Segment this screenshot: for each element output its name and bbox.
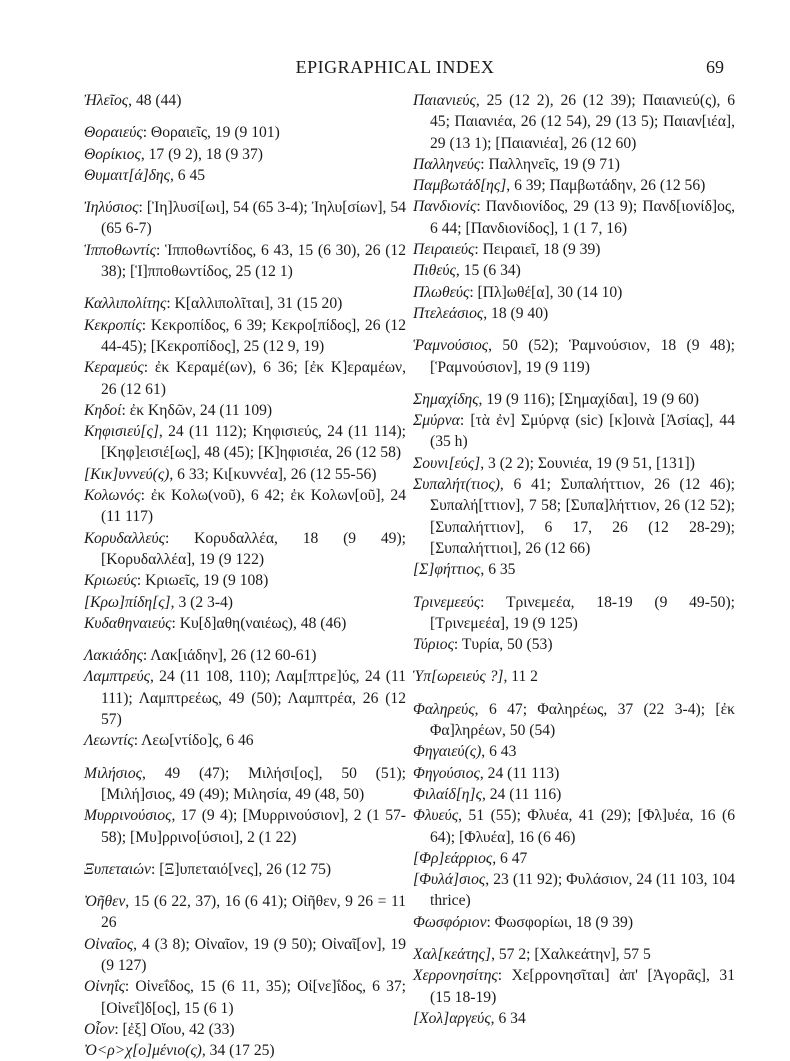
left-column — [84, 90, 406, 1061]
index-entry — [84, 592, 406, 613]
entry-headword: Ἠλεῖος — [84, 92, 129, 109]
index-letter-group — [84, 645, 406, 751]
entry-references: , 6 34 — [490, 1009, 526, 1027]
index-entry — [413, 410, 735, 453]
entry-references: : Χε[ρρονησῖται] ἀπ' [Ἀγορᾶς], 31 (15 18-19) — [430, 967, 735, 1006]
entry-references: : Κριωεῖς, 19 (9 108) — [136, 572, 269, 590]
entry-headword: Πλωθεύς — [413, 283, 470, 301]
index-entry — [413, 239, 735, 260]
entry-headword: Κεκροπίς — [84, 316, 142, 334]
index-entry — [84, 90, 406, 111]
index-entry — [413, 965, 735, 1008]
entry-references: : Οἰνεΐδος, 15 (6 11, 35); Οἰ[νε]ΐδος, 6 37; [Οἰνεΐ]δ[ος], 15 (6 1) — [101, 978, 406, 1017]
entry-references: : Κορυδαλλέα, 18 (9 49); [Κορυδαλλέα], 19 (9 122) — [101, 529, 406, 568]
entry-headword: Τρινεμεεύς — [413, 593, 481, 611]
index-entry — [413, 559, 735, 580]
entry-references: : Πανδιονίδος, 29 (13 9); Πανδ[ιονίδ]ος, 6 44; [Πανδιονίδος], 1 (1 7, 16) — [430, 198, 735, 237]
entry-headword: Παμβωτάδ[ης] — [413, 177, 507, 195]
index-letter-group — [413, 335, 735, 378]
entry-headword: Φηγούσιος — [413, 764, 480, 782]
index-entry — [84, 315, 406, 358]
entry-headword: Πτελεάσιος — [413, 304, 484, 322]
entry-headword: Λακιάδης — [84, 647, 143, 665]
entry-references: , 24 (11 108, 110); Λαμ[πτρε]ύς, 24 (11 111); Λαμπτρεέως, 49 (50); Λαμπτρέα, 26 (12 57) — [101, 668, 406, 729]
entry-headword: Κηφισιεύ[ς] — [84, 423, 159, 441]
entry-references: : [Πλ]ωθέ[α], 30 (14 10) — [469, 283, 623, 301]
entry-references: : ἐκ Κεραμέ(ων), 6 36; [ἐκ Κ]εραμέων, 26 (12 61) — [101, 359, 406, 398]
index-entry — [413, 335, 735, 378]
entry-headword: Ὑπ[ωρειεύς ?] — [413, 668, 504, 686]
entry-references: , 24 (11 113) — [479, 764, 560, 782]
entry-headword: Θορίκιος — [84, 145, 141, 163]
index-entry — [413, 282, 735, 303]
entry-headword: [Φρ]εάρριος — [413, 849, 493, 867]
entry-references: , 18 (9 40) — [483, 304, 549, 322]
index-entry — [84, 485, 406, 528]
index-entry — [84, 570, 406, 591]
entry-references: , 3 (2 3-4) — [170, 593, 234, 611]
entry-headword: Συπαλήτ(τιος) — [413, 476, 500, 494]
entry-references: , 6 39; Παμβωτάδην, 26 (12 56) — [506, 177, 706, 195]
index-letter-group — [413, 699, 735, 933]
page-number: 69 — [706, 57, 724, 77]
entry-references: : Κ[αλλιπολῖται], 31 (15 20) — [166, 295, 343, 313]
running-title: EPIGRAPHICAL INDEX — [295, 57, 495, 77]
index-entry — [413, 453, 735, 474]
entry-references: , 6 35 — [480, 561, 516, 579]
entry-references: , 15 (6 22, 37), 16 (6 41); Οἰῆθεν, 9 26 = 11 26 — [101, 893, 406, 932]
index-entry — [413, 741, 735, 762]
index-letter-group — [84, 293, 406, 634]
entry-headword: Σμύρνα — [413, 412, 460, 430]
index-letter-group — [413, 592, 735, 656]
index-entry — [413, 699, 735, 742]
entry-references: : Λεω[ντίδο]ς, 6 46 — [133, 732, 254, 750]
index-entry — [413, 869, 735, 912]
entry-references: , 57 2; [Χαλκεάτην], 57 5 — [491, 945, 651, 963]
index-letter-group — [84, 859, 406, 880]
index-entry — [84, 976, 406, 1019]
entry-headword: Μυρρινούσιος — [84, 807, 172, 825]
entry-headword: Κεραμεύς — [84, 359, 144, 377]
entry-headword: Οἰναῖος — [84, 935, 134, 953]
entry-headword: Κυδαθηναιεύς — [84, 614, 172, 632]
index-entry — [84, 730, 406, 751]
entry-references: : Λακ[ιάδην], 26 (12 60-61) — [142, 647, 317, 665]
index-entry — [84, 613, 406, 634]
index-entry — [84, 528, 406, 571]
index-letter-group — [413, 666, 735, 687]
entry-headword: Ἱπποθωντίς — [84, 241, 156, 259]
entry-headword: Οἶον — [84, 1020, 115, 1038]
index-entry — [413, 389, 735, 410]
index-entry — [84, 891, 406, 934]
index-letter-group — [84, 90, 406, 111]
index-entry — [413, 784, 735, 805]
entry-headword: Πειραιεύς — [413, 241, 475, 259]
index-entry — [84, 197, 406, 240]
index-entry — [84, 357, 406, 400]
entry-references: : Θοραιεῖς, 19 (9 101) — [142, 124, 280, 142]
entry-references: : [Ἰη]λυσί[ωι], 54 (65 3-4); Ἰηλυ[σίων], 54 (65 6-7) — [101, 199, 406, 238]
entry-headword: Οἰνηΐς — [84, 978, 125, 996]
index-entry — [84, 666, 406, 730]
entry-references: , 17 (9 2), 18 (9 37) — [140, 145, 263, 163]
entry-headword: Σημαχίδης — [413, 390, 479, 408]
entry-references: , 50 (52); Ῥαμνούσιον, 18 (9 48); [Ῥαμνούσιον], 19 (9 119) — [430, 337, 735, 376]
right-column — [413, 90, 735, 1029]
entry-references: : ἐκ Κηδῶν, 24 (11 109) — [121, 401, 273, 419]
entry-references: : Πειραιεῖ, 18 (9 39) — [474, 241, 601, 259]
index-entry — [413, 666, 735, 687]
index-entry — [84, 763, 406, 806]
entry-headword: [Χολ]αργεύς — [413, 1009, 491, 1027]
index-entry — [84, 934, 406, 977]
entry-headword: [Κρω]πίδη[ς] — [84, 593, 171, 611]
entry-references: , 49 (47); Μιλήσι[ος], 50 (51); [Μιλή]σιος, 49 (49); Μιλησία, 49 (48, 50) — [101, 764, 406, 803]
entry-references: , 6 47; Φαληρέως, 37 (22 3-4); [ἐκ Φα]ληρέων, 50 (54) — [430, 700, 735, 740]
entry-headword: Λαμπτρεύς — [84, 668, 150, 686]
entry-headword: Παιανιεύς — [413, 92, 476, 109]
entry-headword: Φιλαίδ[η]ς — [413, 785, 482, 803]
entry-references: : Κεκροπίδος, 6 39; Κεκρο[πίδος], 26 (12 44-45); [Κεκροπίδος], 25 (12 9, 19) — [101, 316, 406, 355]
index-entry — [413, 1008, 735, 1029]
index-entry — [84, 240, 406, 283]
entry-references: : [Ξ]υπεταιό[νες], 26 (12 75) — [150, 860, 332, 878]
entry-headword: Ῥαμνούσιος — [413, 337, 489, 355]
entry-headword: Θυμαιτ[ά]δης — [84, 166, 170, 184]
entry-references: , 19 (9 116); [Σημαχίδαι], 19 (9 60) — [478, 390, 699, 408]
entry-headword: Λεωντίς — [84, 732, 134, 750]
entry-headword: Κριωεύς — [84, 572, 137, 590]
entry-references: : Φωσφορίωι, 18 (9 39) — [486, 913, 634, 931]
entry-references: , 6 45 — [169, 166, 206, 184]
index-entry — [413, 175, 735, 196]
index-entry — [84, 165, 406, 186]
entry-references: , 4 (3 8); Οἰναῖον, 19 (9 50); Οἰναῖ[ον], 19 (9 127) — [101, 935, 406, 974]
entry-headword: [Σ]φήττιος — [413, 561, 481, 579]
index-entry — [413, 805, 735, 848]
entry-headword: Μιλήσιος — [84, 764, 142, 782]
entry-headword: Ὀ<ρ>χ[ο]μένιο(ς) — [84, 1042, 202, 1060]
index-entry — [84, 122, 406, 143]
index-entry — [84, 400, 406, 421]
entry-headword: Πιθεύς — [413, 262, 456, 280]
entry-references: : Τρινεμεέα, 18-19 (9 49-50); [Τρινεμεέα], 19 (9 125) — [430, 593, 735, 632]
index-entry — [84, 805, 406, 848]
index-entry — [84, 144, 406, 165]
entry-headword: [Κικ]υννεύ(ς) — [84, 465, 170, 483]
index-entry — [413, 848, 735, 869]
index-entry — [413, 303, 735, 324]
index-entry — [84, 293, 406, 314]
entry-headword: Φηγαιεύ(ς) — [413, 743, 482, 761]
entry-references: , 25 (12 2), 26 (12 39); Παιανιεύ(ς), 6 45; Παιανιέα, 26 (12 54), 29 (13 5); Παιαν[ιέα], 29 (13 1); [Παιανιέα], 26 (12 60) — [430, 92, 735, 152]
index-entry — [413, 90, 735, 154]
index-letter-group — [84, 891, 406, 1061]
entry-references: : Τυρία, 50 (53) — [453, 636, 553, 654]
entry-references: , 6 41; Συπαλήττιον, 26 (12 46); Συπαλή[ττιον], 7 58; [Συπα]λήττιον, 26 (12 52); [Συπαλήττιον], 6 17, 26 (12 28-29); [Συπαλήττιοι], 26 (12 66) — [430, 476, 735, 557]
index-entry — [84, 421, 406, 464]
entry-headword: Χαλ[κεάτης] — [413, 945, 492, 963]
entry-references: , 6 47 — [492, 849, 528, 867]
entry-references: : Παλληνεῖς, 19 (9 71) — [480, 155, 620, 173]
entry-headword: Σουνι[εύς] — [413, 454, 481, 472]
entry-headword: Κολωνός — [84, 487, 141, 505]
entry-references: , 48 (44) — [128, 92, 182, 109]
entry-references: : Ἱπποθωντίδος, 6 43, 15 (6 30), 26 (12 38); [Ἱ]πποθωντίδος, 25 (12 1) — [101, 241, 406, 281]
index-letter-group — [84, 122, 406, 186]
index-entry — [413, 763, 735, 784]
entry-headword: Κορυδαλλεύς — [84, 529, 165, 547]
index-letter-group — [413, 389, 735, 581]
entry-headword: [Φυλά]σιος — [413, 871, 486, 889]
index-entry — [413, 944, 735, 965]
entry-headword: Ξυπεταιών — [84, 860, 151, 878]
entry-references: , 6 43 — [481, 743, 517, 761]
index-entry — [84, 1019, 406, 1040]
entry-references: : ἐκ Κολω(νοῦ), 6 42; ἐκ Κολων[οῦ], 24 (11 117) — [101, 487, 406, 526]
entry-references: , 24 (11 112); Κηφισιεύς, 24 (11 114); [Κηφ]εισιέ[ως], 48 (45); [Κ]ηφισιέα, 26 (12 58) — [101, 423, 406, 462]
entry-headword: Φωσφόριον — [413, 913, 487, 931]
index-entry — [84, 645, 406, 666]
index-entry — [413, 474, 735, 559]
entry-references: , 51 (55); Φλυέα, 41 (29); [Φλ]υέα, 16 (6 64); [Φλυέα], 16 (6 46) — [430, 807, 735, 846]
index-entry — [413, 154, 735, 175]
index-entry — [413, 634, 735, 655]
entry-references: , 24 (11 116) — [481, 785, 562, 803]
index-entry — [84, 464, 406, 485]
entry-references: , 17 (9 4); [Μυρρινούσιον], 2 (1 57-58); [Μυ]ρρινο[ύσιοι], 2 (1 22) — [101, 807, 406, 846]
index-entry — [413, 196, 735, 239]
entry-references: , 3 (2 2); Σουνιέα, 19 (9 51, [131]) — [480, 454, 695, 472]
index-letter-group — [84, 197, 406, 282]
entry-headword: Τύριος — [413, 636, 454, 654]
entry-references: , 15 (6 34) — [455, 262, 521, 280]
index-letter-group — [413, 90, 735, 324]
index-letter-group — [84, 763, 406, 848]
entry-references: , 34 (17 25) — [201, 1042, 275, 1060]
entry-references: , 11 2 — [503, 668, 538, 686]
entry-headword: Παλληνεύς — [413, 155, 481, 173]
entry-references: : Κυ[δ]αθη(ναιέως), 48 (46) — [171, 614, 347, 632]
entry-headword: Πανδιονίς — [413, 198, 477, 216]
entry-headword: Ὀῆθεν — [84, 893, 126, 911]
index-entry — [84, 859, 406, 880]
entry-references: , 23 (11 92); Φυλάσιον, 24 (11 103, 104 thrice) — [430, 871, 735, 910]
index-entry — [413, 912, 735, 933]
entry-references: : [ἐξ] Οἴου, 42 (33) — [114, 1020, 235, 1038]
index-entry — [413, 260, 735, 281]
entry-headword: Φλυεύς — [413, 807, 459, 825]
entry-references: : [τὰ ἐν] Σμύρνᾳ (sic) [κ]οινὰ [Ἀσίας], 44 (35 h) — [430, 412, 735, 451]
entry-headword: Θοραιεύς — [84, 124, 143, 142]
entry-headword: Ἰηλύσιος — [84, 199, 139, 217]
entry-headword: Καλλιπολίτης — [84, 295, 167, 313]
entry-headword: Χερρονησίτης — [413, 967, 498, 985]
entry-headword: Κηδοί — [84, 401, 122, 419]
entry-references: , 6 33; Κι[κυννέα], 26 (12 55-56) — [169, 465, 377, 483]
index-letter-group — [413, 944, 735, 1029]
entry-headword: Φαληρεύς — [413, 700, 475, 718]
index-entry — [413, 592, 735, 635]
index-entry — [84, 1040, 406, 1061]
